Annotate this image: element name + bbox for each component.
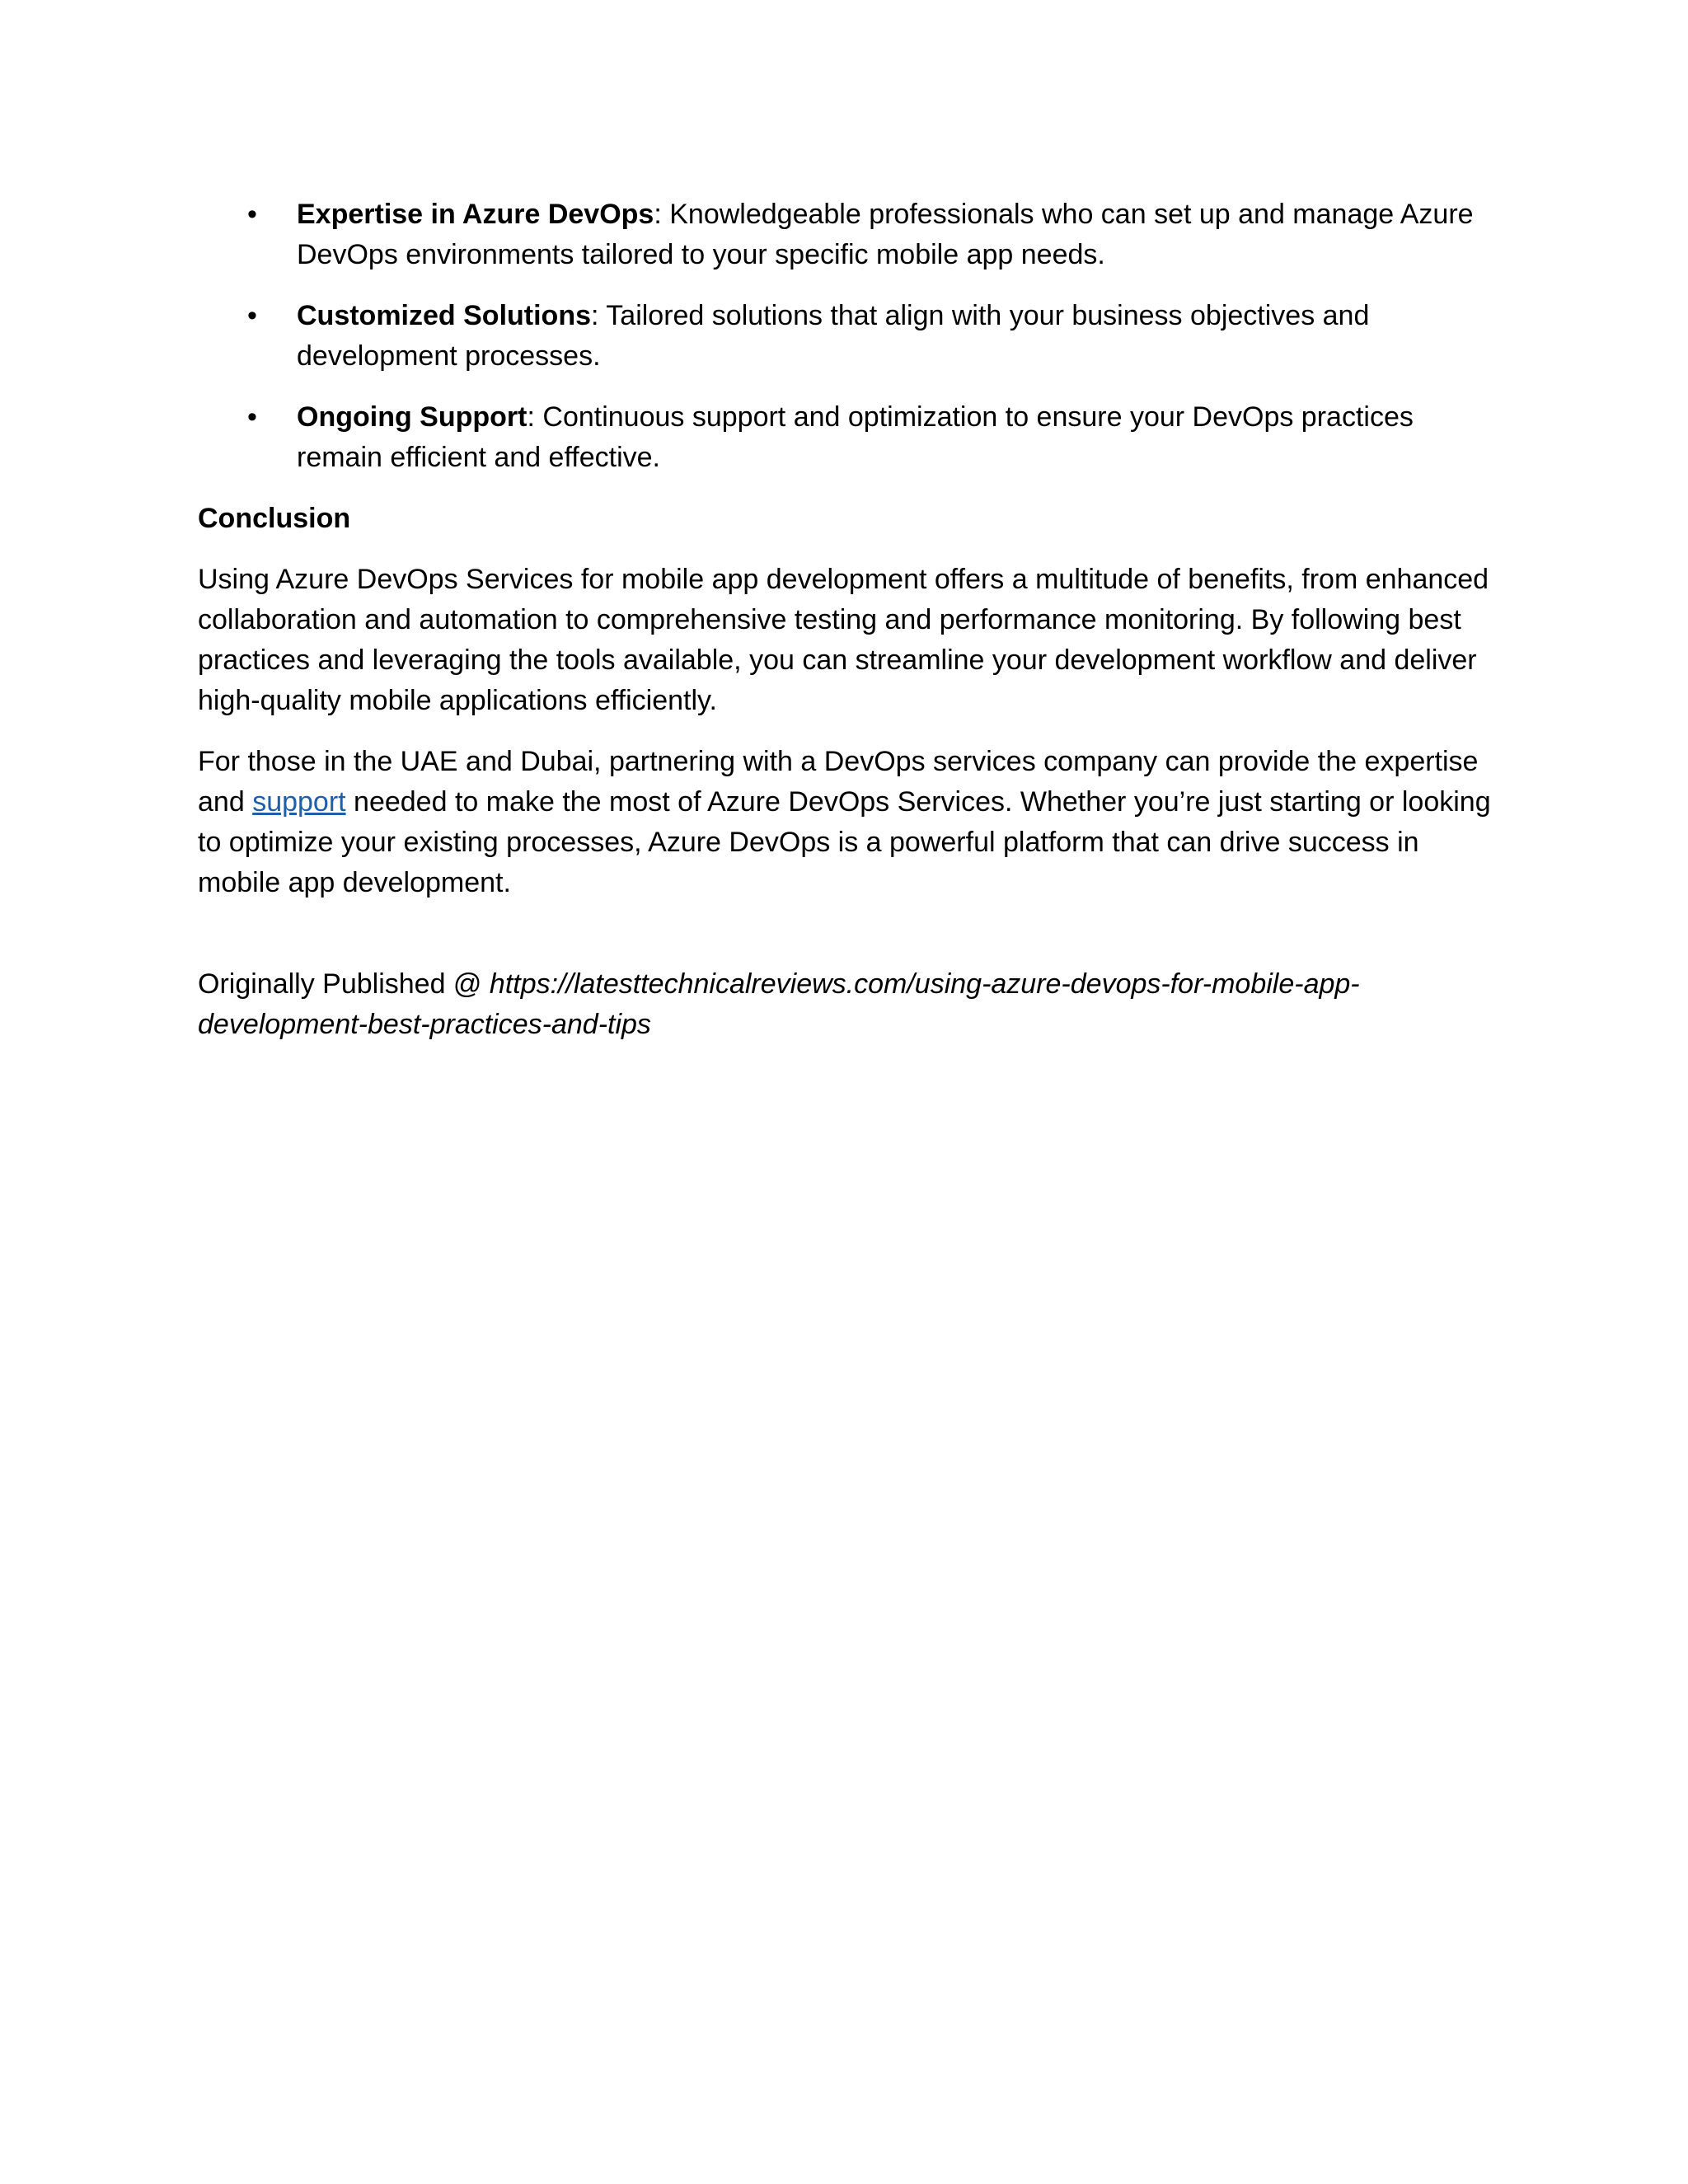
services-bullet-list [198,194,1500,478]
bullet-dot-icon: • [247,401,257,433]
conclusion-paragraph-1: Using Azure DevOps Services for mobile app development offers a multitude of benefits, from enhanced collaboration and automation to comprehensive testing and performance monitoring. By following best practices and leveraging the tools available, you can streamline your development workflow and deliver high-quality mobile applications efficiently. [198,564,1489,716]
support-link[interactable]: support [252,786,346,818]
bullet-dot-icon: • [247,300,257,331]
list-item [198,296,1500,377]
paragraph-text: needed to make the most of Azure DevOps Services. Whether you’re just starting or looking to optimize your existing processes, Azure DevOps is a powerful platform that can drive success in mobile app development. [198,786,1491,898]
published-url: https://latesttechnicalreviews.com/using-azure-devops-for-mobile-app-development-best-practices-and-tips [198,968,1360,1040]
document-page [198,194,1500,1066]
list-item [198,397,1500,478]
originally-published-line [198,964,1500,1045]
bullet-term: Ongoing Support [297,401,528,433]
bullet-text: : Knowledgeable professionals who can set up and manage Azure DevOps environments tailored to your specific mobile app needs. [297,199,1474,270]
bullet-term: Expertise in Azure DevOps [297,199,654,230]
conclusion-heading: Conclusion [198,503,351,534]
bullet-dot-icon: • [247,199,257,230]
list-item [198,194,1500,275]
bullet-term: Customized Solutions [297,300,591,331]
published-label: Originally Published @ [198,968,490,1000]
bullet-text: : Tailored solutions that align with your business objectives and development processes. [297,300,1370,372]
paragraph-text: For those in the UAE and Dubai, partnering with a DevOps services company can provide the expertise and [198,746,1479,818]
bullet-text: : Continuous support and optimization to ensure your DevOps practices remain efficient and effective. [297,401,1414,473]
conclusion-paragraph-2 [198,742,1500,903]
